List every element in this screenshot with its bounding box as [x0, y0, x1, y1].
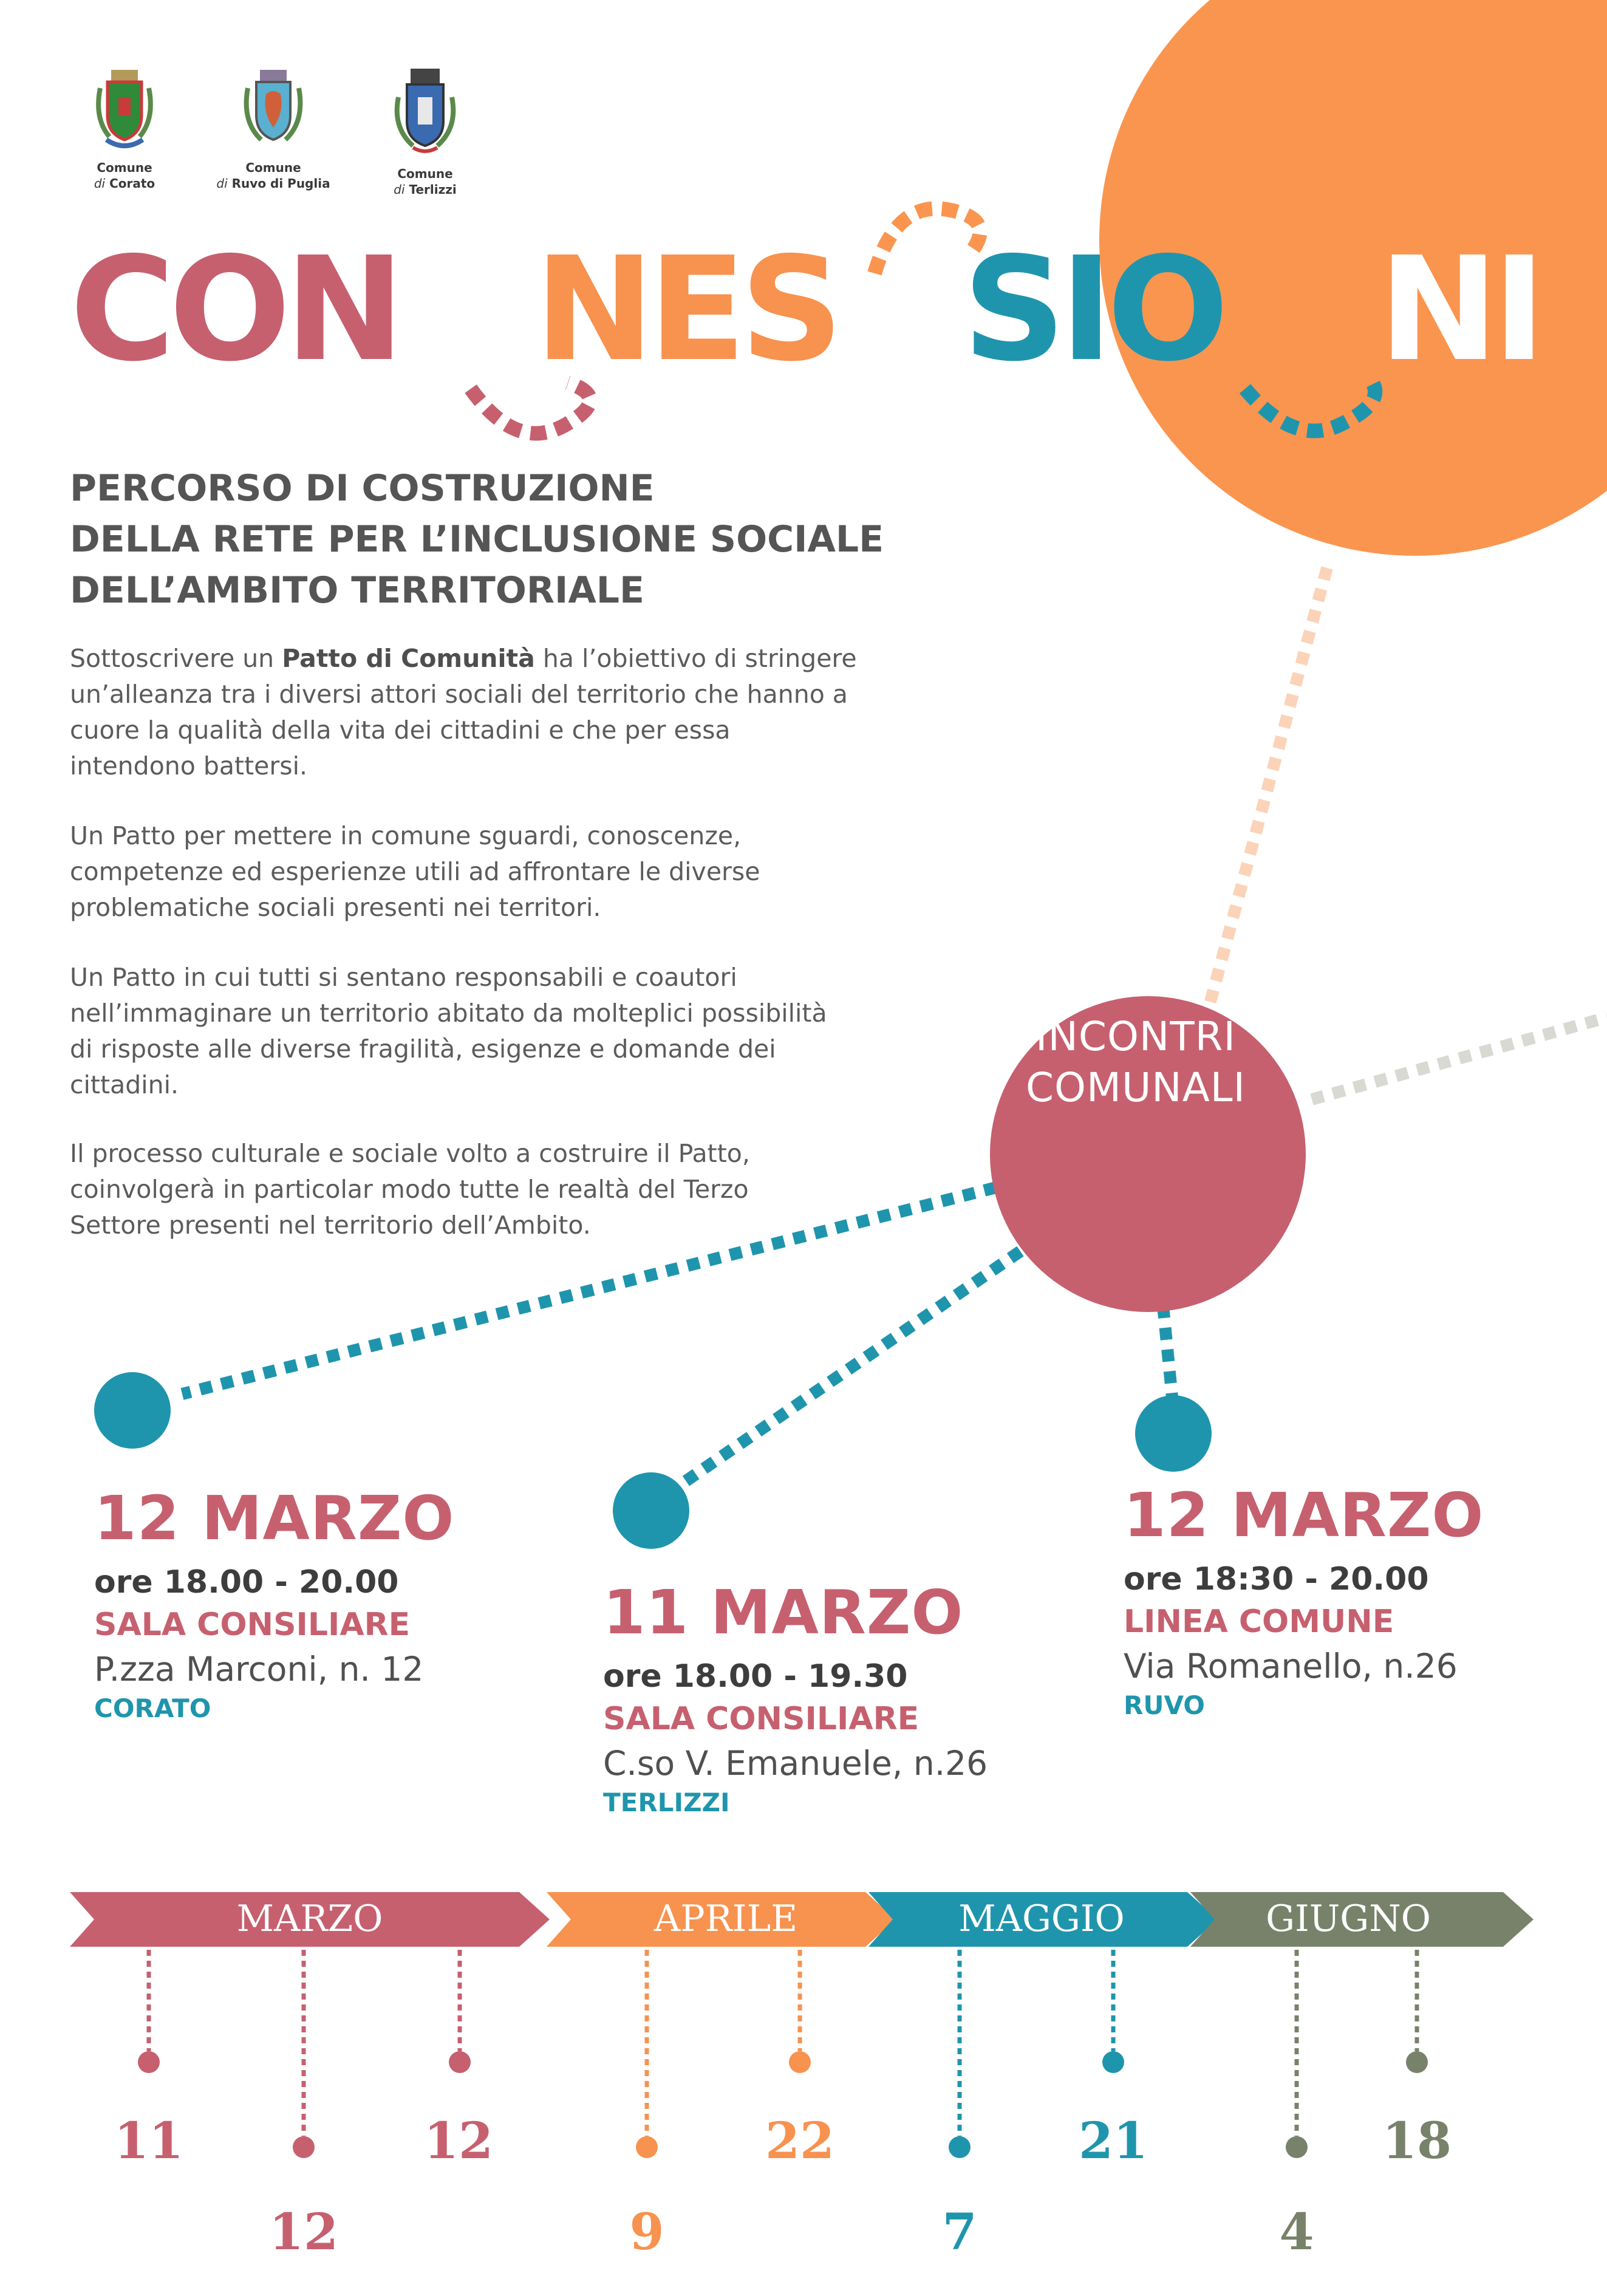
logo-ruvo-line1: Comune — [245, 160, 301, 175]
logo-corato-line2: Corato — [109, 176, 155, 191]
logo-terlizzi — [364, 64, 486, 197]
intro-paragraph-2 — [70, 818, 963, 926]
intro-paragraph-4 — [70, 1136, 963, 1243]
coat-of-arms-terlizzi-icon — [389, 64, 462, 161]
event-time: ore 18:30 - 20.00 — [1124, 1561, 1429, 1597]
title-nes: NES — [534, 226, 838, 393]
timeline-pin-dot-maggio-7 — [949, 2136, 971, 2158]
heading-line-1: PERCORSO DI COSTRUZIONE — [70, 467, 655, 510]
p1-pre: Sottoscrivere un — [70, 644, 282, 673]
p2-line: Un Patto per mettere in comune sguardi, conoscenze, — [70, 821, 742, 850]
p1-post: ha l’obiettivo di stringere — [534, 644, 857, 673]
timeline-pin-dot-giugno-4 — [1286, 2136, 1308, 2158]
logo-ruvo-line2: Ruvo di Puglia — [231, 176, 330, 191]
logo-ruvo-di: di — [216, 176, 228, 191]
p1-line: cuore la qualità della vita dei cittadini e che per essa — [70, 716, 731, 745]
timeline-pin-dot-aprile-22 — [789, 2051, 811, 2073]
event-city: CORATO — [94, 1693, 211, 1723]
heading-line-2: DELLA RETE PER L’INCLUSIONE SOCIALE — [70, 518, 884, 561]
logo-corato-line1: Comune — [97, 160, 152, 175]
day-label-marzo-12b: 12 — [423, 2112, 494, 2170]
event-corato — [94, 1482, 454, 1725]
month-label-aprile: APRILE — [653, 1898, 798, 1940]
event-ruvo — [1124, 1479, 1484, 1722]
event-place: SALA CONSILIARE — [603, 1701, 920, 1737]
title-ni: NI — [1379, 226, 1540, 393]
event-city: RUVO — [1124, 1690, 1205, 1720]
p1-line: intendono battersi. — [70, 751, 308, 781]
timeline-pin-dot-marzo-12a — [293, 2136, 315, 2158]
timeline-pin-dot-marzo-11 — [138, 2051, 160, 2073]
day-label-giugno-4: 4 — [1279, 2203, 1314, 2261]
event-dot-ruvo — [1135, 1395, 1212, 1472]
title-con: CON — [70, 226, 399, 393]
heading-line-3: DELL’AMBITO TERRITORIALE — [70, 569, 645, 612]
event-dot-corato — [94, 1372, 171, 1449]
p2-line: problematiche sociali presenti nei territori. — [70, 893, 601, 922]
peach-dotted-connector — [1209, 568, 1327, 1008]
event-address: P.zza Marconi, n. 12 — [94, 1650, 424, 1689]
hub-label — [984, 1011, 1288, 1113]
event-time: ore 18.00 - 20.00 — [94, 1564, 399, 1601]
subtitle-heading — [70, 463, 981, 616]
day-label-aprile-9: 9 — [629, 2203, 664, 2261]
p1-line: un’alleanza tra i diversi attori sociali del territorio che hanno a — [70, 680, 848, 709]
logo-corato-di: di — [94, 176, 106, 191]
p1-bold: Patto di Comunità — [282, 644, 535, 673]
event-address: Via Romanello, n.26 — [1124, 1647, 1458, 1686]
logo-terlizzi-di: di — [394, 182, 405, 197]
timeline-pin-dot-giugno-18 — [1406, 2051, 1428, 2073]
event-terlizzi — [603, 1576, 988, 1819]
coat-of-arms-corato-icon — [88, 64, 161, 155]
logo-ruvo — [213, 64, 334, 191]
day-label-maggio-7: 7 — [942, 2203, 977, 2261]
p3-line: nell’immaginare un territorio abitato da molteplici possibilità — [70, 999, 827, 1028]
teal-connector-terlizzi — [671, 1251, 1020, 1491]
timeline-pin-dot-maggio-21 — [1102, 2051, 1124, 2073]
timeline-pin-dot-aprile-9 — [636, 2136, 658, 2158]
timeline-pin-dot-marzo-12b — [449, 2051, 471, 2073]
p4-line: coinvolgerà in particolar modo tutte le realtà del Terzo — [70, 1175, 749, 1204]
p4-line: Il processo culturale e sociale volto a costruire il Patto, — [70, 1139, 750, 1168]
day-label-marzo-11: 11 — [114, 2112, 184, 2170]
event-time: ore 18.00 - 19.30 — [603, 1658, 908, 1695]
event-place: SALA CONSILIARE — [94, 1607, 411, 1643]
intro-paragraph-3 — [70, 960, 963, 1103]
event-date: 12 MARZO — [94, 1483, 455, 1554]
intro-paragraph-1 — [70, 641, 963, 784]
event-date: 12 MARZO — [1124, 1480, 1484, 1551]
logo-corato — [64, 64, 185, 191]
day-label-maggio-21: 21 — [1078, 2112, 1148, 2170]
day-label-aprile-22: 22 — [765, 2112, 835, 2170]
day-label-giugno-18: 18 — [1382, 2112, 1452, 2170]
event-dot-terlizzi — [613, 1472, 689, 1549]
p2-line: competenze ed esperienze utili ad affrontare le diverse — [70, 857, 760, 886]
event-place: LINEA COMUNE — [1124, 1604, 1394, 1640]
p3-line: di risposte alle diverse fragilità, esigenze e domande dei — [70, 1034, 776, 1064]
p3-line: Un Patto in cui tutti si sentano responsabili e coautori — [70, 963, 737, 992]
p4-line: Settore presenti nel territorio dell’Ambito. — [70, 1211, 591, 1240]
event-city: TERLIZZI — [603, 1788, 730, 1817]
logo-terlizzi-line2: Terlizzi — [409, 182, 457, 197]
month-label-giugno: GIUGNO — [1266, 1898, 1431, 1940]
teal-connector-ruvo — [1163, 1306, 1172, 1397]
logo-terlizzi-line1: Comune — [397, 166, 453, 181]
month-label-maggio: MAGGIO — [958, 1898, 1125, 1940]
month-label-marzo: MARZO — [236, 1898, 383, 1940]
day-label-marzo-12a: 12 — [268, 2203, 339, 2261]
hub-label-line-1: INCONTRI — [1036, 1013, 1236, 1060]
p3-line: cittadini. — [70, 1070, 179, 1099]
title-sio: SIO — [963, 226, 1223, 393]
event-date: 11 MARZO — [603, 1577, 964, 1648]
hub-label-line-2: COMUNALI — [1025, 1064, 1246, 1111]
coat-of-arms-ruvo-icon — [237, 64, 310, 155]
grey-dotted-connector — [1312, 1017, 1607, 1099]
event-address: C.so V. Emanuele, n.26 — [603, 1744, 988, 1783]
